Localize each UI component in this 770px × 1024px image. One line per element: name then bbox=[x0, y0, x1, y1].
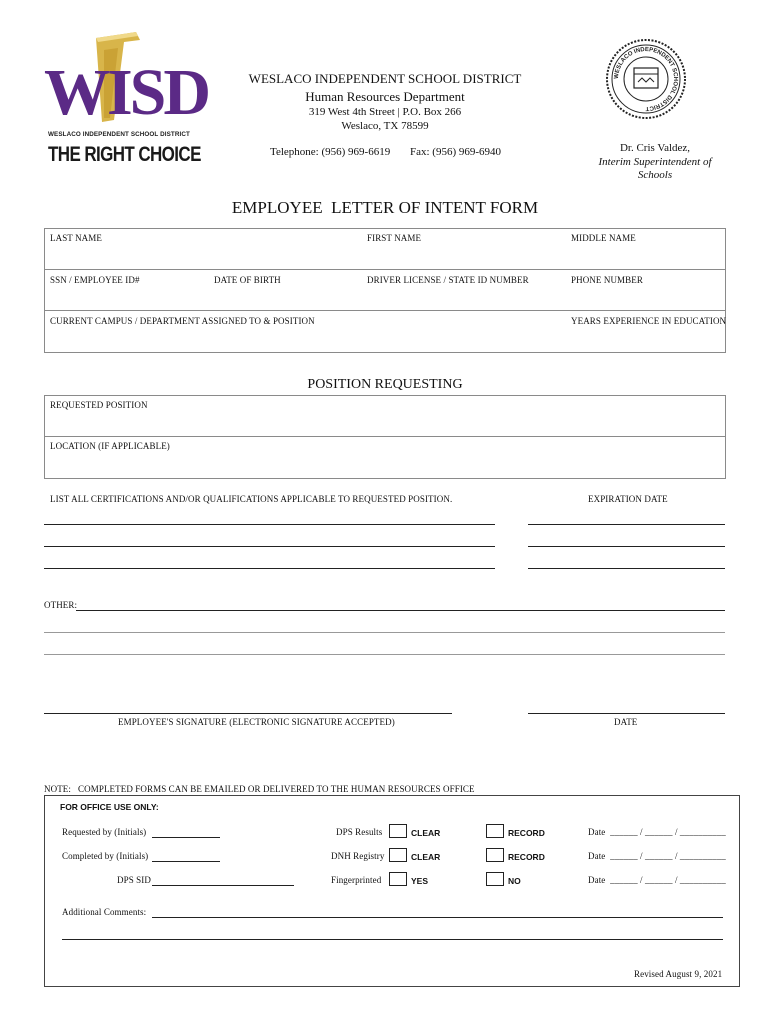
additional-comments-line-2[interactable] bbox=[62, 939, 723, 940]
form-title: EMPLOYEE LETTER OF INTENT FORM bbox=[231, 198, 539, 217]
signature-date-line[interactable] bbox=[528, 713, 725, 714]
first-name-field[interactable]: FIRST NAME bbox=[367, 233, 422, 243]
phone-field[interactable]: PHONE NUMBER bbox=[571, 275, 643, 285]
expiration-line-3[interactable] bbox=[528, 568, 725, 569]
district-seal bbox=[605, 38, 687, 120]
fingerprinted-yes-label: YES bbox=[411, 876, 429, 886]
dnh-clear-checkbox[interactable] bbox=[389, 848, 407, 862]
signature-date-label: DATE bbox=[614, 717, 638, 727]
fingerprint-date-field[interactable]: Date ______ / ______ / __________ bbox=[588, 875, 726, 885]
expiration-line-2[interactable] bbox=[528, 546, 725, 547]
dps-clear-label: CLEAR bbox=[411, 828, 441, 838]
expiration-line-1[interactable] bbox=[528, 524, 725, 525]
location-field[interactable]: LOCATION (IF APPLICABLE) bbox=[50, 441, 170, 451]
logo-district-name: WESLACO INDEPENDENT SCHOOL DISTRICT bbox=[48, 131, 190, 138]
fingerprinted-no-checkbox[interactable] bbox=[486, 872, 504, 886]
address-line-2: Weslaco, TX 78599 bbox=[341, 120, 429, 132]
dps-clear-checkbox[interactable] bbox=[389, 824, 407, 838]
dps-date-field[interactable]: Date ______ / ______ / __________ bbox=[588, 827, 726, 837]
seal-icon bbox=[605, 38, 687, 120]
dnh-registry-label: DNH Registry bbox=[331, 851, 385, 861]
superintendent-title-2: Schools bbox=[637, 169, 673, 181]
middle-name-field[interactable]: MIDDLE NAME bbox=[571, 233, 636, 243]
seal-text: WESLACO INDEPENDENT SCHOOL DISTRICT bbox=[613, 46, 679, 112]
revision-date: Revised August 9, 2021 bbox=[634, 969, 723, 979]
cert-line-3[interactable] bbox=[44, 568, 495, 569]
requested-by-label: Requested by (Initials) bbox=[62, 827, 147, 837]
district-heading: WESLACO INDEPENDENT SCHOOL DISTRICT bbox=[248, 71, 522, 86]
dps-sid-line[interactable] bbox=[152, 885, 294, 886]
fax: Fax: (956) 969-6940 bbox=[410, 146, 502, 158]
cert-line-2[interactable] bbox=[44, 546, 495, 547]
dnh-clear-label: CLEAR bbox=[411, 852, 441, 862]
employee-info-box bbox=[44, 228, 726, 353]
years-experience-field[interactable]: YEARS EXPERIENCE IN EDUCATION bbox=[571, 316, 727, 326]
certifications-label: LIST ALL CERTIFICATIONS AND/OR QUALIFICATIONS APPLICABLE TO REQUESTED POSITION. bbox=[50, 494, 453, 504]
dob-field[interactable]: DATE OF BIRTH bbox=[214, 275, 281, 285]
dnh-date-field[interactable]: Date ______ / ______ / __________ bbox=[588, 851, 726, 861]
telephone: Telephone: (956) 969-6619 bbox=[270, 146, 391, 158]
employee-signature-line[interactable] bbox=[44, 713, 452, 714]
fingerprinted-label: Fingerprinted bbox=[331, 875, 382, 885]
cert-line-1[interactable] bbox=[44, 524, 495, 525]
office-use-heading: FOR OFFICE USE ONLY: bbox=[60, 802, 159, 812]
logo-letters: WISD bbox=[44, 56, 209, 129]
dps-sid-label: DPS SID bbox=[117, 875, 151, 885]
completed-by-label: Completed by (Initials) bbox=[62, 851, 149, 861]
dnh-record-label: RECORD bbox=[508, 852, 545, 862]
additional-comments-line-1[interactable] bbox=[152, 917, 723, 918]
expiration-date-label: EXPIRATION DATE bbox=[588, 494, 668, 504]
logo-tagline: THE RIGHT CHOICE bbox=[48, 142, 201, 166]
position-section-title: POSITION REQUESTING bbox=[307, 377, 463, 392]
other-line-2[interactable] bbox=[44, 632, 725, 633]
requested-by-line[interactable] bbox=[152, 837, 220, 838]
other-line-3[interactable] bbox=[44, 654, 725, 655]
additional-comments-label: Additional Comments: bbox=[62, 907, 147, 917]
campus-field[interactable]: CURRENT CAMPUS / DEPARTMENT ASSIGNED TO & POSITION bbox=[50, 316, 315, 326]
fingerprinted-yes-checkbox[interactable] bbox=[389, 872, 407, 886]
license-field[interactable]: DRIVER LICENSE / STATE ID NUMBER bbox=[367, 275, 529, 285]
district-logo bbox=[44, 30, 210, 170]
other-line-1[interactable] bbox=[76, 610, 725, 611]
fingerprinted-no-label: NO bbox=[508, 876, 521, 886]
completed-by-line[interactable] bbox=[152, 861, 220, 862]
requested-position-field[interactable]: REQUESTED POSITION bbox=[50, 400, 148, 410]
dps-results-label: DPS Results bbox=[336, 827, 383, 837]
superintendent-title-1: Interim Superintendent of bbox=[598, 156, 712, 168]
submission-note: NOTE: COMPLETED FORMS CAN BE EMAILED OR DELIVERED TO THE HUMAN RESOURCES OFFICE bbox=[44, 784, 475, 794]
last-name-field[interactable]: LAST NAME bbox=[50, 233, 102, 243]
dps-record-label: RECORD bbox=[508, 828, 545, 838]
other-label: OTHER: bbox=[44, 600, 78, 610]
superintendent-name: Dr. Cris Valdez, bbox=[619, 142, 691, 154]
employee-signature-label: EMPLOYEE'S SIGNATURE (ELECTRONIC SIGNATURE ACCEPTED) bbox=[118, 717, 395, 727]
dnh-record-checkbox[interactable] bbox=[486, 848, 504, 862]
department-heading: Human Resources Department bbox=[305, 89, 465, 104]
ssn-field[interactable]: SSN / EMPLOYEE ID# bbox=[50, 275, 140, 285]
address-line-1: 319 West 4th Street | P.O. Box 266 bbox=[308, 106, 462, 118]
dps-record-checkbox[interactable] bbox=[486, 824, 504, 838]
